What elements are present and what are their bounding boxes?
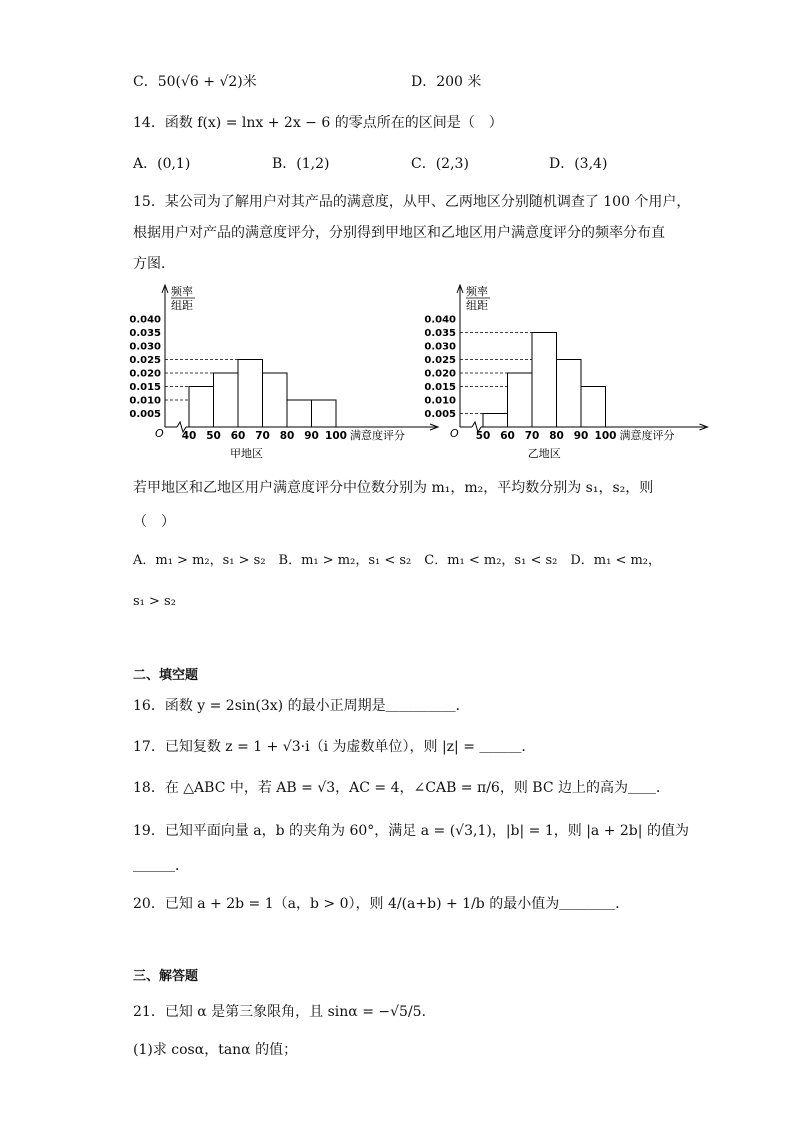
y-tick-label: 0.040 <box>424 314 456 326</box>
q19-line1: 19．已知平面向量 a，b 的夹角为 60°，满足 a = (√3,1)，|b| = 1，则 |a + 2b| 的值为 <box>133 823 689 839</box>
q21: 21．已知 α 是第三象限角，且 sinα = −√5/5． <box>133 1004 436 1020</box>
x-tick-label: 70 <box>524 430 540 442</box>
x-tick-label: 90 <box>573 430 589 442</box>
y-tick-label: 0.030 <box>424 341 456 353</box>
q15-stem-line3: 方图． <box>133 256 175 272</box>
x-tick-label: 100 <box>325 430 347 442</box>
q15-stem-line1: 15．某公司为了解用户对其产品的满意度，从甲、乙两地区分别随机调查了 100 个用户， <box>133 194 691 210</box>
y-tick-label: 0.020 <box>424 368 456 380</box>
q16: 16．函数 y = 2sin(3x) 的最小正周期是＿＿＿＿＿． <box>133 698 470 714</box>
histogram-bar <box>238 360 263 428</box>
histogram-chart-b <box>424 284 707 460</box>
histogram-bar <box>532 333 557 428</box>
q14-option-c: C．(2,3) <box>411 156 469 172</box>
y-tick-label: 0.020 <box>129 368 161 380</box>
y-label-top: 频率 <box>466 285 488 298</box>
histogram-bar <box>214 373 239 427</box>
y-tick-label: 0.005 <box>424 409 456 420</box>
y-tick-label: 0.035 <box>424 328 456 339</box>
chart-title: 甲地区 <box>230 447 263 460</box>
y-tick-label: 0.025 <box>424 355 456 366</box>
x-axis-label: 满意度评分 <box>350 429 405 442</box>
histograms <box>0 275 794 465</box>
y-tick-label: 0.015 <box>424 382 456 393</box>
q20: 20．已知 a + 2b = 1（a，b > 0），则 4/(a+b) + 1/b 的最小值为＿＿＿＿． <box>133 896 630 912</box>
y-tick-label: 0.035 <box>129 328 161 339</box>
y-tick-label: 0.040 <box>129 314 161 326</box>
histogram-bar <box>508 373 533 427</box>
q21-sub1: (1)求 cosα，tanα 的值； <box>133 1042 298 1058</box>
q19-line2: ＿＿＿． <box>133 858 189 874</box>
q14-option-b: B．(1,2) <box>272 156 330 172</box>
x-tick-label: 40 <box>181 430 197 442</box>
q13-option-c: C．50(√6 + √2)米 <box>133 74 257 90</box>
q15-options-line1: A．m₁ > m₂，s₁ > s₂ B．m₁ > m₂，s₁ < s₂ C．m₁ < m₂，s₁ < s₂ D．m₁ < m₂， <box>133 553 662 568</box>
chart-title: 乙地区 <box>527 447 561 460</box>
y-tick-label: 0.025 <box>129 355 161 366</box>
x-tick-label: 60 <box>500 430 515 442</box>
histogram-bar <box>581 387 606 428</box>
x-tick-label: 60 <box>230 430 246 442</box>
q15-options-line2: s₁ > s₂ <box>133 594 176 609</box>
histogram-bar <box>287 400 312 427</box>
y-tick-label: 0.010 <box>129 395 161 407</box>
y-tick-label: 0.015 <box>129 382 161 393</box>
q14-option-a: A．(0,1) <box>133 156 191 172</box>
y-tick-label: 0.030 <box>129 341 161 353</box>
x-axis-label: 满意度评分 <box>619 429 675 442</box>
origin-label: O <box>450 427 459 440</box>
x-tick-label: 100 <box>594 430 617 442</box>
x-tick-label: 50 <box>206 430 221 442</box>
x-tick-label: 80 <box>279 430 295 442</box>
section3-title: 三、解答题 <box>133 969 199 984</box>
q13-option-d: D．200 米 <box>411 74 482 90</box>
y-tick-label: 0.010 <box>424 395 456 407</box>
y-label-bottom: 组距 <box>466 299 488 312</box>
q14-stem: 14．函数 f(x) = lnx + 2x − 6 的零点所在的区间是（ ） <box>133 115 503 131</box>
q17: 17．已知复数 z = 1 + √3·i（i 为虚数单位），则 |z| = ＿＿＿． <box>133 739 536 755</box>
histogram-bar <box>312 400 337 427</box>
origin-label: O <box>155 427 164 440</box>
x-tick-label: 70 <box>255 430 270 442</box>
x-tick-label: 80 <box>549 430 564 442</box>
histogram-chart-a <box>129 284 438 460</box>
x-tick-label: 50 <box>475 430 491 442</box>
q14-option-d: D．(3,4) <box>549 156 608 172</box>
x-tick-label: 90 <box>304 430 319 442</box>
q15-question-line1: 若甲地区和乙地区用户满意度评分中位数分别为 m₁，m₂，平均数分别为 s₁，s₂，则 <box>133 480 654 496</box>
q18: 18．在 △ABC 中，若 AB = √3，AC = 4，∠CAB = π/6，则 BC 边上的高为＿＿． <box>133 780 670 796</box>
histogram-bar <box>557 360 582 428</box>
q15-stem-line2: 根据用户对产品的满意度评分，分别得到甲地区和乙地区用户满意度评分的频率分布直 <box>133 225 665 241</box>
y-tick-label: 0.005 <box>129 409 161 420</box>
histogram-bar <box>263 373 288 427</box>
q15-question-line2: （ ） <box>133 514 175 530</box>
histogram-bar <box>189 387 214 428</box>
histogram-bar <box>483 414 508 428</box>
y-label-top: 频率 <box>171 285 193 298</box>
section2-title: 二、填空题 <box>133 668 199 683</box>
y-label-bottom: 组距 <box>171 299 193 312</box>
